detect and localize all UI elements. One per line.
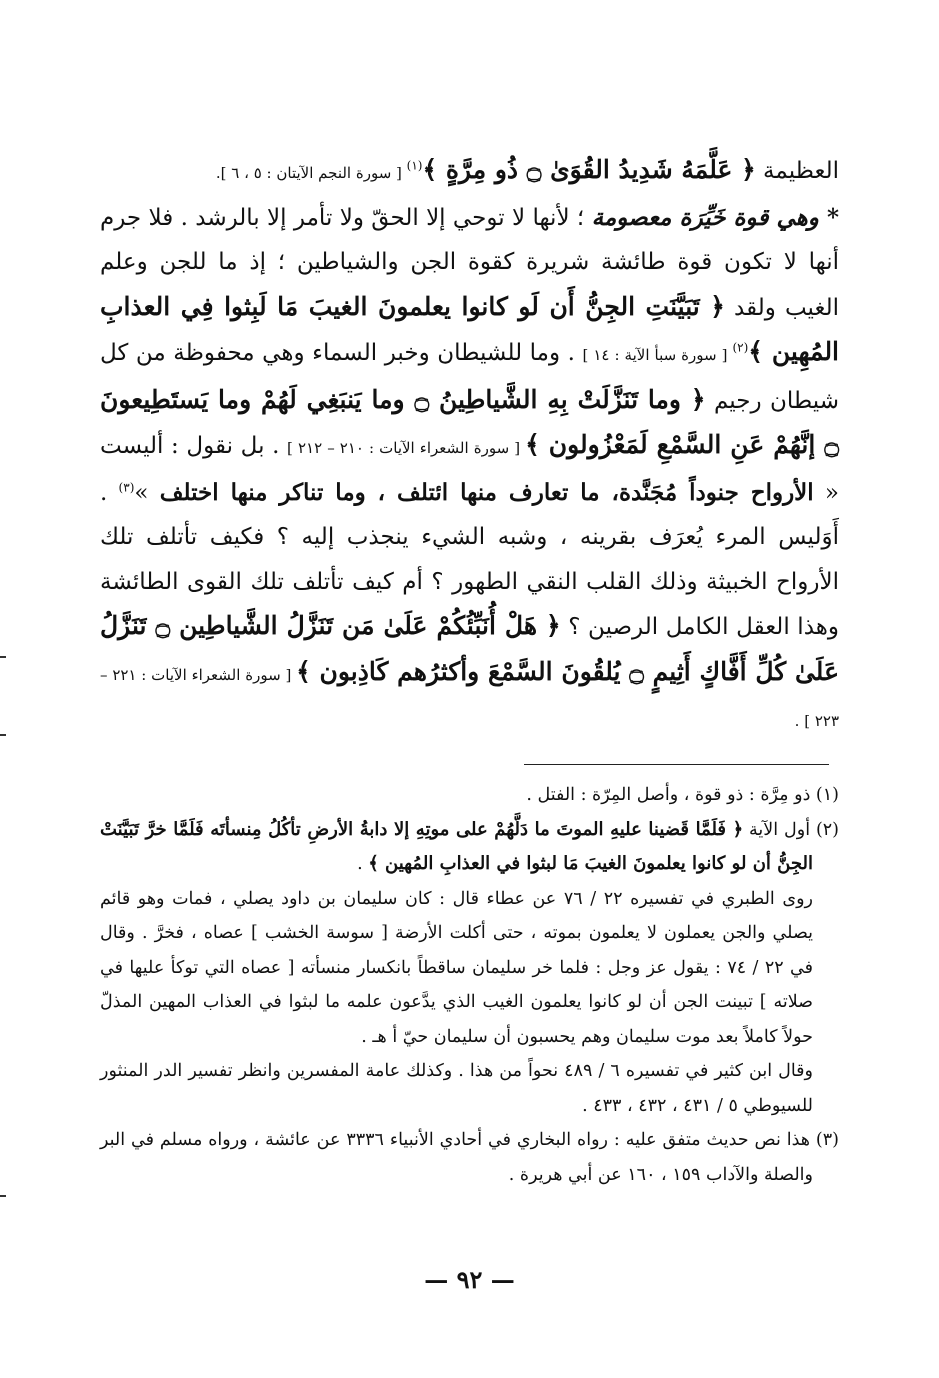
- paragraph-1: [100, 148, 839, 196]
- text-run: . بل نقول : أليست «: [100, 433, 839, 506]
- text-run: .: [357, 854, 369, 874]
- text-run: »: [134, 479, 160, 506]
- main-text: [100, 148, 839, 744]
- text-run: العظيمة: [755, 158, 839, 184]
- page-number: — ٩٢ —: [424, 1265, 515, 1294]
- footnote-marker: (٢): [732, 340, 749, 355]
- paragraph-2: [100, 196, 839, 744]
- footnote-marker: (١): [406, 158, 423, 173]
- hadith-quote: الأرواح جنوداً مُجَنَّدة، ما تعارف منها ائتلف ، وما تناكر منها اختلف: [159, 478, 814, 506]
- scan-margin-mark: [0, 656, 6, 658]
- footnote-2: [100, 813, 839, 882]
- footnote-marker: (٣): [118, 479, 135, 494]
- text-run: (٢) أول الآية: [743, 819, 839, 840]
- footnotes: [100, 778, 839, 1192]
- quran-verse: ﴿ عَلَّمَهُ شَدِيدُ القُوَىٰ ۝ ذُو مِرَّةٍ ﴾: [422, 155, 756, 184]
- quran-verse: ﴿ فَلَمَّا قَضينا عليهِ الموتَ ما دَلَّهُمْ على موتِهِ إلا دابةُ الأرضِ تأكُلُ مِنسأتَه فَلَمَّا خرَّ تَبَيَّنَتْ الجِنُّ أن لو كانوا يعلمونَ الغيبَ مَا لبثوا في العذابِ المُهين ﴾: [100, 818, 813, 874]
- verse-reference: [ سورة النجم الآيتان : ٥ ، ٦ ].: [215, 164, 407, 182]
- verse-reference: [ سورة الشعراء الآيات : ٢٢١ – ٢٢٣ ] .: [100, 665, 839, 730]
- footnote-2-ibn-kathir: وقال ابن كثير في تفسيره ٦ / ٤٨٩ نحواً من هذا . وكذلك عامة المفسرين وانظر تفسير الدر المنثور للسيوطي ٥ / ٤٣١ ، ٤٣٢ ، ٤٣٣ .: [100, 1061, 813, 1116]
- text-run: ؛ لأنها لا توحي إلا الحقّ ولا تأمر إلا بالرشد . فلا جرم أنها لا تكون قوة طائشة شريرة كقوة الجن والشياطين ؛ إذ ما للجن وعلم الغيب ولقد: [100, 204, 839, 321]
- footnote-divider: [524, 764, 829, 765]
- quran-verse: ﴿ تَبَيَّنَتِ الجِنُّ أَن لَو كانوا يعلمونَ الغيبَ مَا لَبِثوا فِي العذابِ المُهِين ﴾: [100, 291, 840, 366]
- text-run: . أَوَليس المرء يُعرَف بقرينه ، وشبه الشيء ينجذب إليه ؟ فكيف تأتلف تلك الأرواح الخبيثة وذلك القلب النقي الطهور ؟ أم كيف تأتلف تلك القوى الطائشة وهذا العقل الكامل الرصين ؟: [100, 479, 840, 640]
- verse-reference: [ سورة الشعراء الآيات : ٢١٠ – ٢١٢ ]: [287, 439, 526, 457]
- footnote-3: (٣) هذا نص حديث متفق عليه : رواه البخاري في أحادي الأنبياء ٣٣٣٦ عن عائشة ، ورواه مسلم في البر والصلة والآداب ١٥٩ ، ١٦٠ عن أبي هريرة .: [100, 1130, 839, 1185]
- bullet-star: *: [818, 203, 839, 231]
- scan-margin-mark: [0, 1195, 6, 1197]
- footnote-2-tabari: روى الطبري في تفسيره ٢٢ / ٧٦ عن عطاء قال : كان سليمان بن داود يصلي ، فمات وهو قائم يصلي والجن يعملون لا يعلمون بموته ، حتى أكلت الأرضة [ سوسة الخشب ] عصاه ، فخرَّ . وقال في ٢٢ / ٧٤ : يقول عز وجل : فلما خر سليمان ساقطاً بانكسار منسأته [ عصاه التي توكأ عليها في صلاته ] تبينت الجن أن لو كانوا يعلمون الغيب الذي يدَّعون علمه ما لبثوا في العذاب المهين المذلّ حولاً كاملاً بعد موت سليمان وهم يحسبون أن سليمان حيّ أ هـ .: [100, 888, 813, 1047]
- quran-verse: ﴿ هَلْ أُنَبِّئُكُمْ عَلَىٰ مَن تَنَزَّلُ الشَّياطِين ۝ تَنَزَّلُ عَلَىٰ كُلِّ أَفَّاكٍ أَثِيمٍ ۝ يُلقُونَ السَّمْعَ وأكثرُهم كَاذِبون ﴾: [100, 611, 839, 686]
- footnote-1: (١) ذو مِرَّة : ذو قوة ، وأصل المِرّة : الفتل .: [526, 785, 839, 805]
- verse-reference: [ سورة سبأ الآية : ١٤ ]: [582, 346, 733, 364]
- bold-phrase: وهي قوة خَيِّرَة معصومة: [591, 203, 819, 231]
- quran-verse: ﴿ وما تَنَزَّلَتْ بِهِ الشَّياطِينُ ۝ وما يَنبَغِي لَهُمْ وما يَستَطِيعونَ ۝ إنَّهُمْ عَنِ السَّمْعِ لَمَعْزُولون ﴾: [100, 384, 839, 459]
- text-run: . وما للشيطان وخبر السماء وهي محفوظة من كل شيطان رجيم: [100, 340, 840, 414]
- scan-margin-mark: [0, 734, 6, 736]
